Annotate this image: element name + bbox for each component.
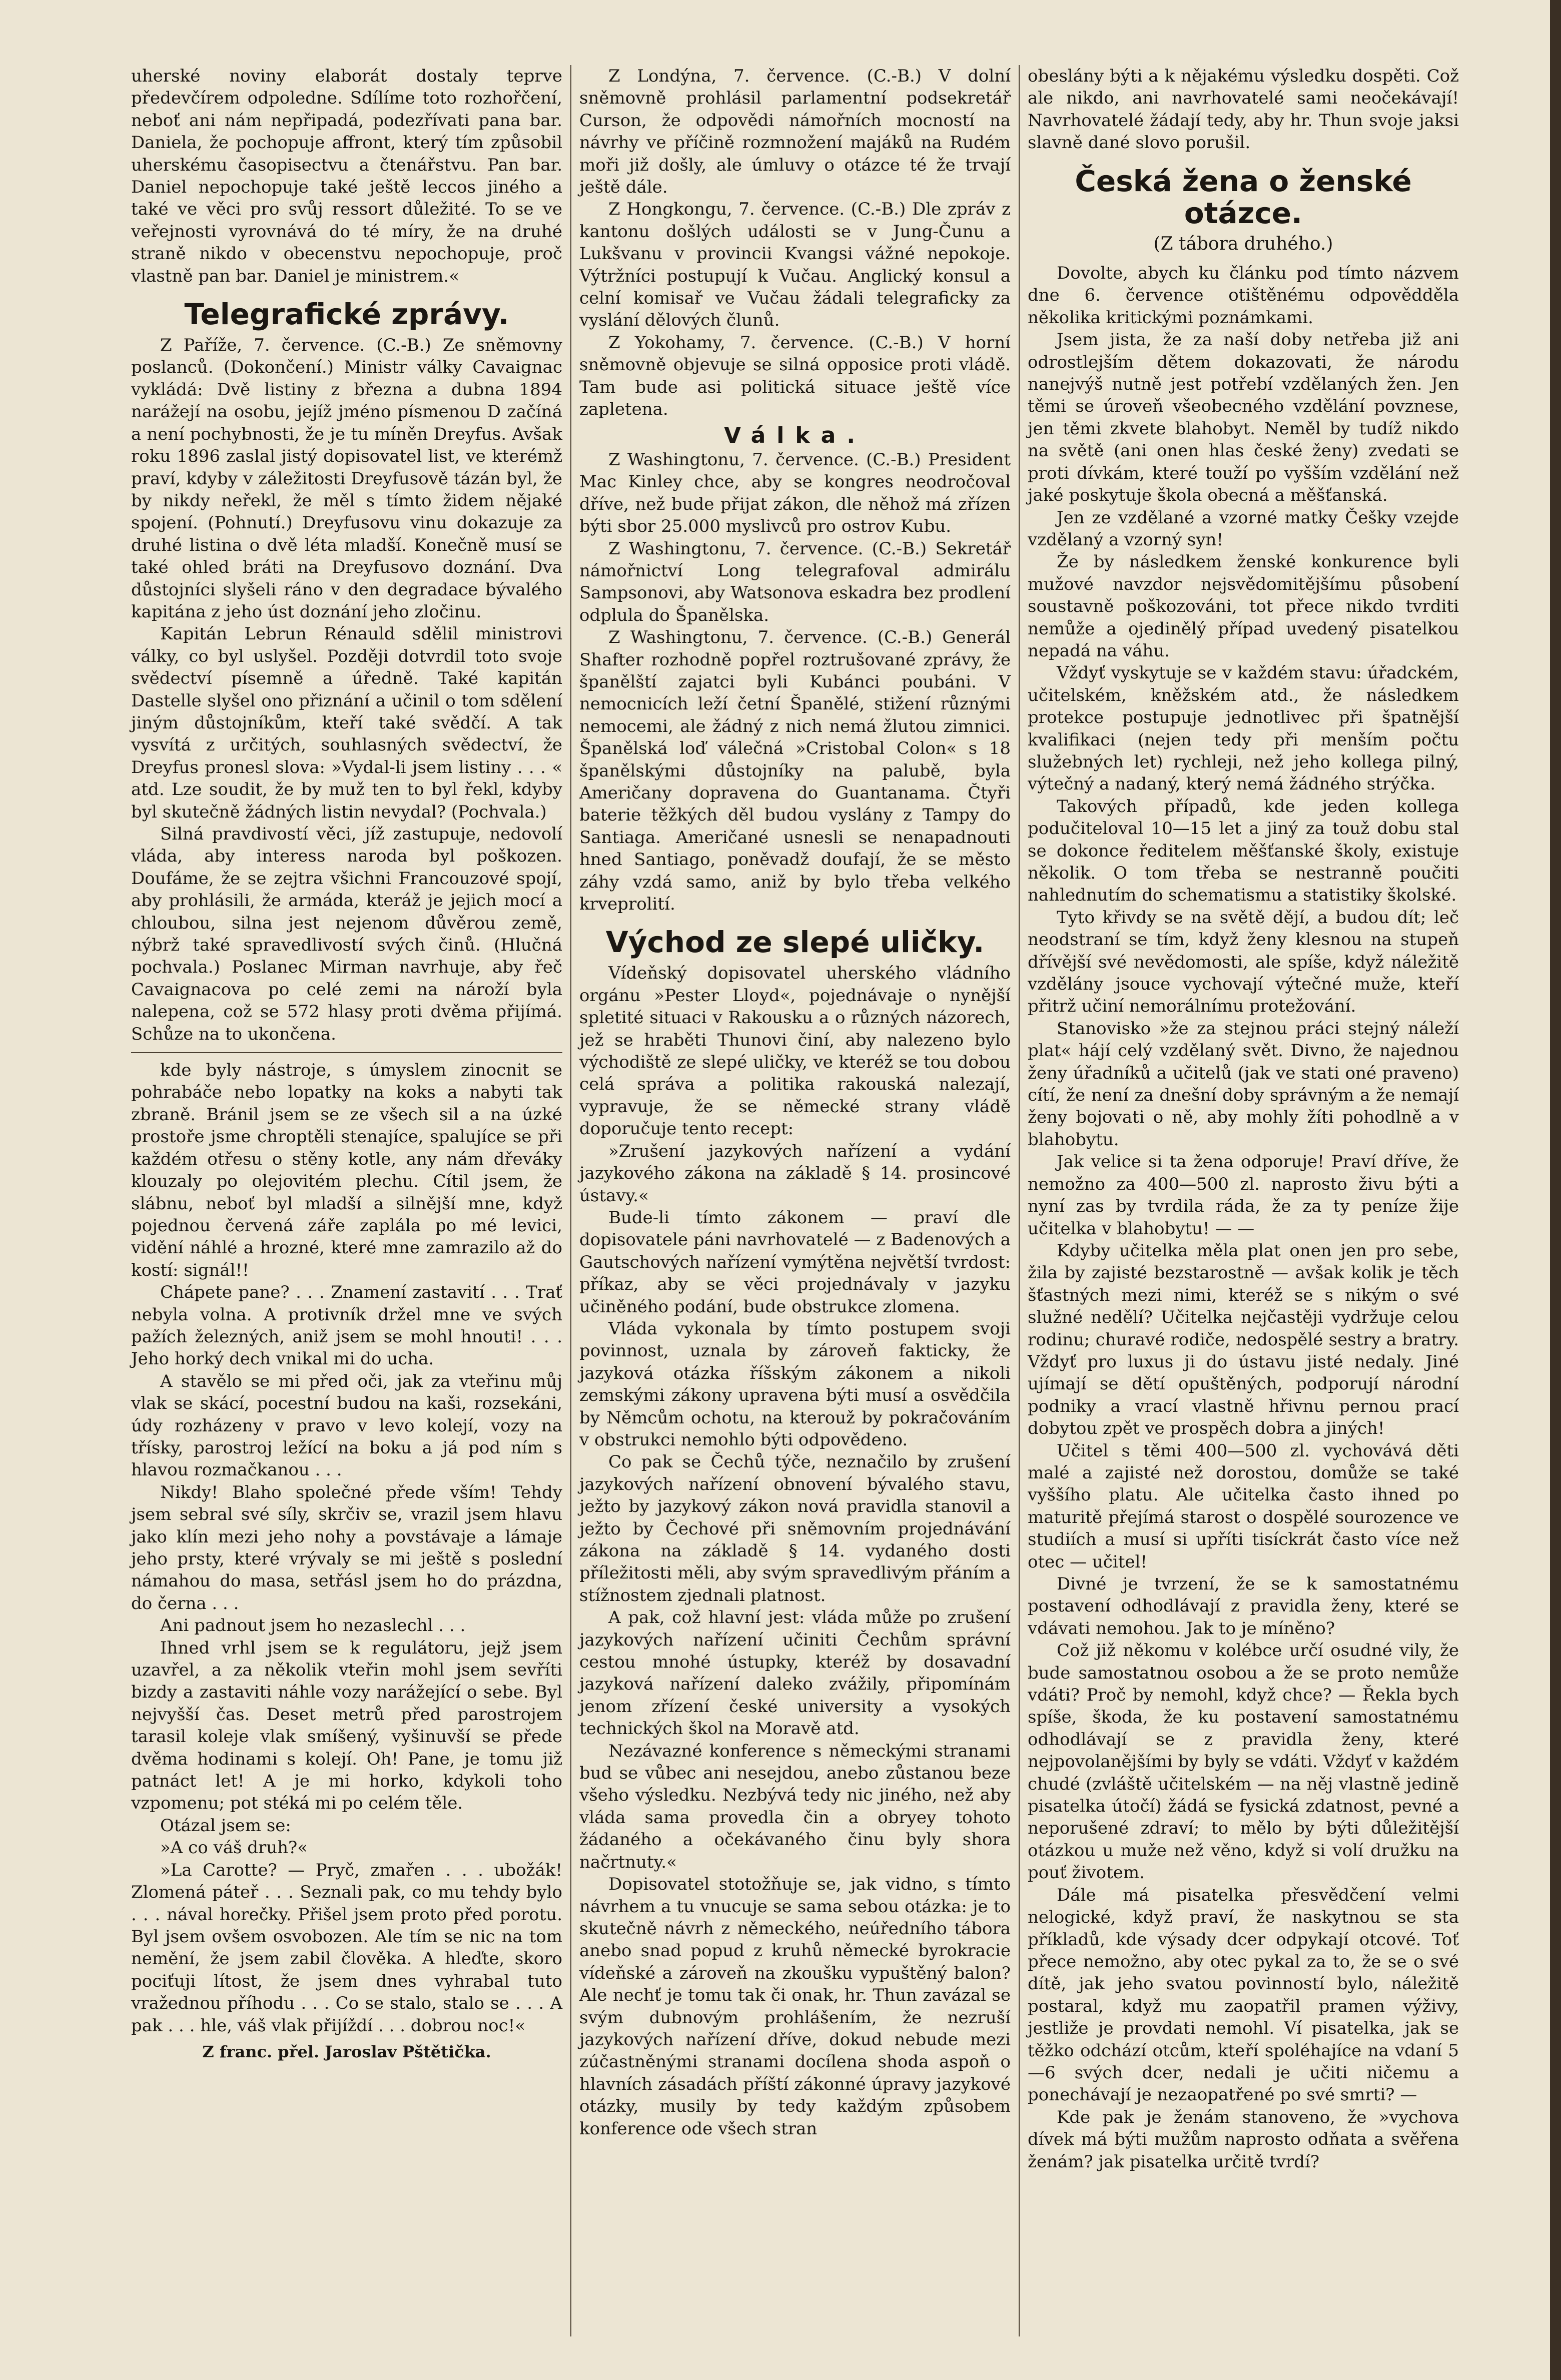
paragraph: Z Washingtonu, 7. července. (C.-B.) Generál Shafter rozhodně popřel roztrušované zprávy, že španělští zajatci byli Kubánci poubáni. V nemocnicích leží četní Španělé, stižení různými nemocemi, ale žádný z nich nemá žlutou zimnici. Španělská loď válečná »Cristobal Colon« s 18 španělskými důstojníky na palubě, byla Američany dopravena do Guantanama. Čtyři baterie těžkých děl budou vyslány z Tampy do Santiaga. Američané usnesli se nenapadnouti hned Santiago, poněvadž doufají, že se město záhy vzdá samo, aniž by bylo třeba velkého krveprolití. bbox=[579, 627, 1011, 915]
paragraph: Z Londýna, 7. července. (C.-B.) V dolní sněmovně prohlásil parlamentní podsekretář Curson, že odpovědi námořních mocností na návrhy ve příčině rozmnožení majáků na Rudém moři již došly, ale úmluvy o otázce té že trvají ještě dále. bbox=[579, 66, 1011, 198]
paragraph: Jsem jista, že za naší doby netřeba již ani odrostlejším dětem dokazovati, že národu nanejvýš nutně jest potřebí vzdělaných žen. Jen těmi se úroveň všeobecného vzdělání povznese, jen těmi zkvete blahobyt. Neměl by tudíž nikdo na světě (ani onen hlas české ženy) zvedati se proti dívkám, které touží po vyšším vzdělání než jaké poskytuje škola obecná a měšťanská. bbox=[1028, 330, 1459, 506]
paragraph: Z Hongkongu, 7. července. (C.-B.) Dle zpráv z kantonu došlých události se v Jung-Čunu a Lukšvanu v provincii Kvangsi vážné nepokoje. Výtržníci postupují k Vučau. Anglický konsul a celní komisař ve Vučau žádali telegraficky za vyslání dělových člunů. bbox=[579, 199, 1011, 331]
paragraph: Z Paříže, 7. července. (C.-B.) Ze sněmovny poslanců. (Dokončení.) Ministr války Cavaignac vykládá: Dvě listiny z března a dubna 1894 narážejí na osobu, jejíž jméno písmenou D začíná a není pochybnosti, že je tu míněn Dreyfus. Avšak roku 1896 zaslal jistý dopisovatel list, ve kterémž praví, kdyby v záležitosti Dreyfusově tázán byl, že by nikdy neřekl, že měl s tímto židem nějaké spojení. (Pohnutí.) Dreyfusovu vinu dokazuje za druhé listina o dvě léta mladší. Konečně musí se také ohled bráti na Dreyfusovo doznání. Dva důstojníci slyšeli ráno v den degradace bývalého kapitána z jeho úst doznání jeho zločinu. bbox=[131, 335, 562, 622]
paragraph: A stavělo se mi před oči, jak za vteřinu můj vlak se skácí, pocestní budou na kaši, rozsekáni, údy rozházeny v pravo v levo kolejí, vozy na třísky, parostroj ležící na boku a já pod ním s hlavou rozmačkanou . . . bbox=[131, 1371, 562, 1480]
paragraph: Z Washingtonu, 7. července. (C.-B.) President Mac Kinley chce, aby se kongres neodročoval dříve, než bude přijat zákon, dle něhož má zřízen býti sbor 25.000 myslivců pro ostrov Kubu. bbox=[579, 449, 1011, 537]
article-heading: Telegrafické zprávy. bbox=[184, 297, 509, 332]
column-middle bbox=[579, 65, 1011, 2140]
column-left bbox=[131, 65, 562, 2063]
paragraph: Kapitán Lebrun Rénauld sdělil ministrovi války, co byl uslyšel. Později dotvrdil toto svoje svědectví písemně a úředně. Také kapitán Dastelle slyšel ono přiznání a učinil o tom sdělení jiným důstojníkům, kteří také svědčí. A tak vysvítá z určitých, souhlasných svědectví, že Dreyfus pronesl slova: »Vydal-li jsem listiny . . . « atd. Lze soudit, že by muž ten to byl řekl, kdyby byl skutečně žádných listin nevydal? (Pochvala.) bbox=[131, 624, 562, 822]
article-heading: Východ ze slepé uličky. bbox=[605, 925, 985, 960]
article-subheading: (Z tábora druhého.) bbox=[1153, 233, 1333, 254]
paragraph: Kde pak je ženám stanoveno, že »vychova dívek má býti mužům naprosto odňata a svěřena ženám? jak pisatelka určitě tvrdí? bbox=[1028, 2107, 1459, 2172]
paragraph: »A co váš druh?« bbox=[160, 1838, 308, 1858]
paragraph: Silná pravdivostí věci, jíž zastupuje, nedovolí vláda, aby interess naroda byl poškozen. Doufáme, že se zejtra všichni Francouzové spojí, aby prohlásili, že armáda, kteráž je jejich mocí a chloubou, silna jest nejenom důvěrou země, nýbrž také spravedlivostí svých činů. (Hlučná pochvala.) Poslanec Mirman navrhuje, aby řeč Cavaignacova po celé zemi na nároží byla nalepena, což se 572 hlasy proti dvěma přijímá. Schůze na to ukončena. bbox=[131, 824, 562, 1044]
paragraph: Učitel s těmi 400—500 zl. vychovává děti malé a zajisté než dorostou, domůže se také vyššího platu. Ale učitelka často ihned po maturitě přejímá starost o dospělé sourozence ve studiích a musí si upříti tisíckrát často více než otec — učitel! bbox=[1028, 1440, 1459, 1572]
paragraph: Stanovisko »že za stejnou práci stejný náleží plat« hájí celý vzdělaný svět. Divno, že najednou ženy úřadníků a učitelů (jak ve stati oné praveno) cítí, že není za dnešní doby správným a že nemají ženy bojovati o ně, aby mohly žíti pohodlně a v blahobytu. bbox=[1028, 1018, 1459, 1150]
paragraph: Dopisovatel stotožňuje se, jak vidno, s tímto návrhem a tu vnucuje se sama sebou otázka: je to skutečně návrh z německého, neúředního tábora anebo snad popud z kruhů německé byrokracie vídeňské a zároveň na zkoušku vypuštěný balon? Ale nechť je tomu tak či onak, hr. Thun zavázal se svým dubnovým prohlášením, že nezruší jazykových nařízení dříve, dokud nebude mezi zúčastněnými stranami docílena shoda aspoň o hlavních zásadách příští zákonné úpravy jazykové otázky, musily by tedy každým způsobem konference ode všech stran bbox=[579, 1874, 1011, 2139]
article-heading: Česká žena o ženské otázce. bbox=[1075, 164, 1412, 230]
paragraph: Vídeňský dopisovatel uherského vládního orgánu »Pester Lloyd«, pojednávaje o nynější spletité situaci v Rakousku a o různých názorech, jež se hraběti Thunovi činí, aby nalezeno bylo východiště ze slepé uličky, ve kteréž se tou dobou celá správa a politika rakouská nalezají, vypravuje, že se německé strany vládě doporučuje tento recept: bbox=[579, 963, 1011, 1139]
column-right bbox=[1028, 65, 1459, 2173]
paragraph: Bude-li tímto zákonem — praví dle dopisovatele páni navrhovatelé — z Badenových a Gautschových nařízení vymýtěna největší tvrdost: příkaz, aby se věci projednávaly v jazyku učiněného podání, bude obstrukce zlomena. bbox=[579, 1207, 1011, 1317]
section-heading-valka: Válka. bbox=[723, 422, 867, 448]
paragraph: Tyto křivdy se na světě dějí, a budou dít; leč neodstraní se tím, když ženy klesnou na stupeň dřívější své nevědomosti, ale spíše, když náležitě vzdělány jsouce vychovají výtečné muže, kteří přitrž učiní nemorálnímu protežování. bbox=[1028, 907, 1459, 1017]
paragraph: Kdyby učitelka měla plat onen jen pro sebe, žila by zajisté bezstarostně — avšak kolik je těch šťastných mezi nimi, kteréž se s nikým o své služné nedělí? Učitelka nejčastěji vydržuje celou rodinu; churavé rodiče, nedospělé sestry a bratry. Vždyť pro luxus ji do ústavu jisté nedaly. Jiné ujímají se dětí opuštěných, podporují národní podniky a vrací vlastně hřivnu pernou prací dobytou zpět ve prospěch dobra a jiných! bbox=[1028, 1240, 1459, 1439]
paragraph: Divné je tvrzení, že se k samostatnému postavení odhodlávají z pravidla ženy, které se vdávati nemohou. Jak to je míněno? bbox=[1028, 1574, 1459, 1639]
column-divider-2 bbox=[1019, 65, 1020, 2336]
paragraph: Že by následkem ženské konkurence byli mužové navzdor nejsvědomitějšímu působení soustavně poškozováni, tot přece nikdo tvrditi nemůže a ojedinělý případ uvedený pisatelkou nepadá na váhu. bbox=[1028, 552, 1459, 661]
paragraph: Z Washingtonu, 7. července. (C.-B.) Sekretář námořnictví Long telegrafoval admirálu Sampsonovi, aby Watsonova eskadra bez prodlení odplula do Španělska. bbox=[579, 538, 1011, 625]
paragraph: Jak velice si ta žena odporuje! Praví dříve, že nemožno za 400—500 zl. naprosto živu býti a nyní zas by tvrdila ráda, že za ty peníze žije učitelka v blahobytu! — — bbox=[1028, 1152, 1459, 1239]
translator-signature: Z franc. přel. Jaroslav Pštětička. bbox=[202, 2042, 491, 2061]
paragraph: Takových případů, kde jeden kollega podučiteloval 10—15 let a jiný za touž dobu stal se dokonce ředitelem měšťanské školy, existuje několik. O tom třeba se nestranně poučiti nahlednutím do schematismu a statistiky školské. bbox=[1028, 796, 1459, 906]
paragraph: Z Yokohamy, 7. července. (C.-B.) V horní sněmovně objevuje se silná opposice proti vládě. Tam bude asi politická situace ještě více zapletena. bbox=[579, 332, 1011, 420]
paragraph: Což již někomu v kolébce určí osudné vily, že bude samostatnou osobou a že se proto nemůže vdáti? Proč by nemohl, když chce? — Řekla bych spíše, škoda, že ku postavení samostatnému odhodlávají se z pravidla ženy, které nejpovolanějšími by byly se vdáti. Vždyť v každém chudé (zvláště učitelském — na něj vlastně jedině pisatelka útočí) žádá se fysická zdatnost, pevné a neporušené zdraví; to mělo by býti důležitější otázkou u muže než věno, když si volí družku na pouť životem. bbox=[1028, 1641, 1459, 1883]
paragraph: kde byly nástroje, s úmyslem zinocnit se pohrabáče nebo lopatky na koks a nabyti tak zbraně. Bránil jsem se ze všech sil a na úzké prostoře jsme chroptěli stenajíce, spalujíce se při každém otřesu o stěny kotle, any nám dřeváky klouzaly po olejovitém plechu. Cítil jsem, že slábnu, neboť byl mladší a silnější mne, když pojednou červená záře zaplála po mé levici, vidění náhlé a hrozné, které mne zamrazilo až do kostí: signál!! bbox=[131, 1060, 562, 1280]
paragraph: Dále má pisatelka přesvědčení velmi nelogické, když praví, že naskytnou se sta příkladů, kde výsady dcer odpykají otcové. Toť přece nemožno, aby otec pykal za to, že se o své dítě, jak jeho svatou povinností bylo, náležitě postaral, když mu zaopatřil pramen výživy, jestliže je provdati nemohl. Ví pisatelka, jak se těžko odchází otcům, kteří spoléhajíce na vdaní 5—6 svých dcer, nedali je učiti ničemu a ponechávají je nezaopatřené po své smrti? — bbox=[1028, 1885, 1459, 2105]
paragraph: Dovolte, abych ku článku pod tímto názvem dne 6. července otištěnému odpovědděla několika kritickými poznámkami. bbox=[1028, 263, 1459, 328]
paragraph: Ani padnout jsem ho nezaslechl . . . bbox=[160, 1616, 466, 1636]
paragraph: »Zrušení jazykových nařízení a vydání jazykového zákona na základě § 14. prosincové ústavy.« bbox=[579, 1141, 1011, 1206]
paragraph: Chápete pane? . . . Znamení zastavití . . . Trať nebyla volna. A protivník držel mne ve svých pažích železných, aniž jsem se mohl hnouti! . . . Jeho horký dech vnikal mi do ucha. bbox=[131, 1282, 562, 1369]
paragraph: Vždyť vyskytuje se v každém stavu: úřadckém, učitelském, kněžském atd., že následkem protekce postupuje jednotlivec při špatnější kvalifikaci (nejen tedy při menším počtu služebných let) rychleji, než jeho kollega pilný, výtečný a nadaný, který nemá žádného strýčka. bbox=[1028, 663, 1459, 795]
section-rule bbox=[131, 1052, 562, 1053]
paragraph: uherské noviny elaborát dostaly teprve předevčírem odpoledne. Sdílíme toto rozhořčení, neboť ani nám nepřipadá, podezřívati pana bar. Daniela, že pochopuje affront, který tím způsobil uherskému časopisectvu a čtenářstvu. Pan bar. Daniel nepochopuje také ještě leccos jiného a také ve věci pro svůj ressort důležité. To se ve veřejnosti vyrovnává do té míry, že na druhé straně nikdo v obecenstvu nepochopuje, proč vlastně pan bar. Daniel je ministrem.« bbox=[131, 66, 562, 286]
paragraph: Otázal jsem se: bbox=[160, 1815, 291, 1836]
paragraph: Vláda vykonala by tímto postupem svoji povinnost, uznala by zároveň fakticky, že jazyková otázka říšským zákonem a nikoli zemskými zákony upravena býti musí a osvědčila by Němcům ochotu, na kterouž by pokračováním v obstrukci nemohlo býti odpovědeno. bbox=[579, 1318, 1011, 1450]
paragraph: Nezávazné konference s německými stranami bud se vůbec ani nesejdou, anebo zůstanou beze všeho výsledku. Nezbývá tedy nic jiného, než aby vláda sama provedla čin a obryey tohoto žádaného a očekávaného činu byly shora načrtnuty.« bbox=[579, 1741, 1011, 1872]
paragraph: Co pak se Čechů týče, neznačilo by zrušení jazykových nařízení obnovení bývalého stavu, ježto by jazykový zákon nová pravidla stanovil a ježto by Čechové při sněmovním projednávání zákona na základě § 14. vydaného dosti příležitosti měli, aby svým spravedlivým přáním a stížnostem zjednali platnost. bbox=[579, 1452, 1011, 1606]
paragraph: A pak, což hlavní jest: vláda může po zrušení jazykových nařízení učiniti Čechům správní cestou mnohé ústupky, kteréž by dosavadní jazyková nařízení daleko zvážily, připomínám jenom zřízení české university a vysokých technických škol na Moravě atd. bbox=[579, 1608, 1011, 1739]
column-divider-1 bbox=[570, 65, 571, 2336]
paragraph: Ihned vrhl jsem se k regulátoru, jejž jsem uzavřel, a za několik vteřin mohl jsem sevříti bizdy a zastaviti náhle vozy narážející o sebe. Byl nejvyšší čas. Deset metrů před parostrojem tarasil koleje vlak smíšený, vyšinuvší se přede dvěma hodinami s kolejí. Oh! Pane, je tomu již patnáct let! A je mi horko, kdykoli toho vzpomenu; pot stéká mi po celém těle. bbox=[131, 1638, 562, 1814]
paragraph: »La Carotte? — Pryč, zmařen . . . ubožák! Zlomená páteř . . . Seznali pak, co mu tehdy bylo . . . nával horečky. Přišel jsem proto před porotu. Byl jsem ovšem osvobozen. Ale tím se nic na tom nemění, že jsem zabil člověka. A hleďte, skoro pociťuji lítost, že jsem dnes vyhrabal tuto vražednou příhodu . . . Co se stalo, stalo se . . . A pak . . . hle, váš vlak přijíždí . . . dobrou noc!« bbox=[131, 1860, 562, 2036]
paragraph: Jen ze vzdělané a vzorné matky Češky vzejde vzdělaný a vzorný syn! bbox=[1028, 507, 1459, 550]
paragraph: Nikdy! Blaho společné přede vším! Tehdy jsem sebral své síly, skrčiv se, vrazil jsem hlavu jako klín mezi jeho nohy a povstávaje a lámaje jeho prsty, které vrývaly se mi ještě s poslední námahou do masa, setřásl jsem ho do prázdna, do černa . . . bbox=[131, 1482, 562, 1614]
paragraph: obeslány býti a k nějakému výsledku dospěti. Což ale nikdo, ani navrhovatelé sami neočekávají! Navrhovatelé žádají tedy, aby hr. Thun svoje jaksi slavně dané slovo porušil. bbox=[1028, 66, 1459, 153]
page-edge-shadow bbox=[1550, 0, 1561, 2380]
